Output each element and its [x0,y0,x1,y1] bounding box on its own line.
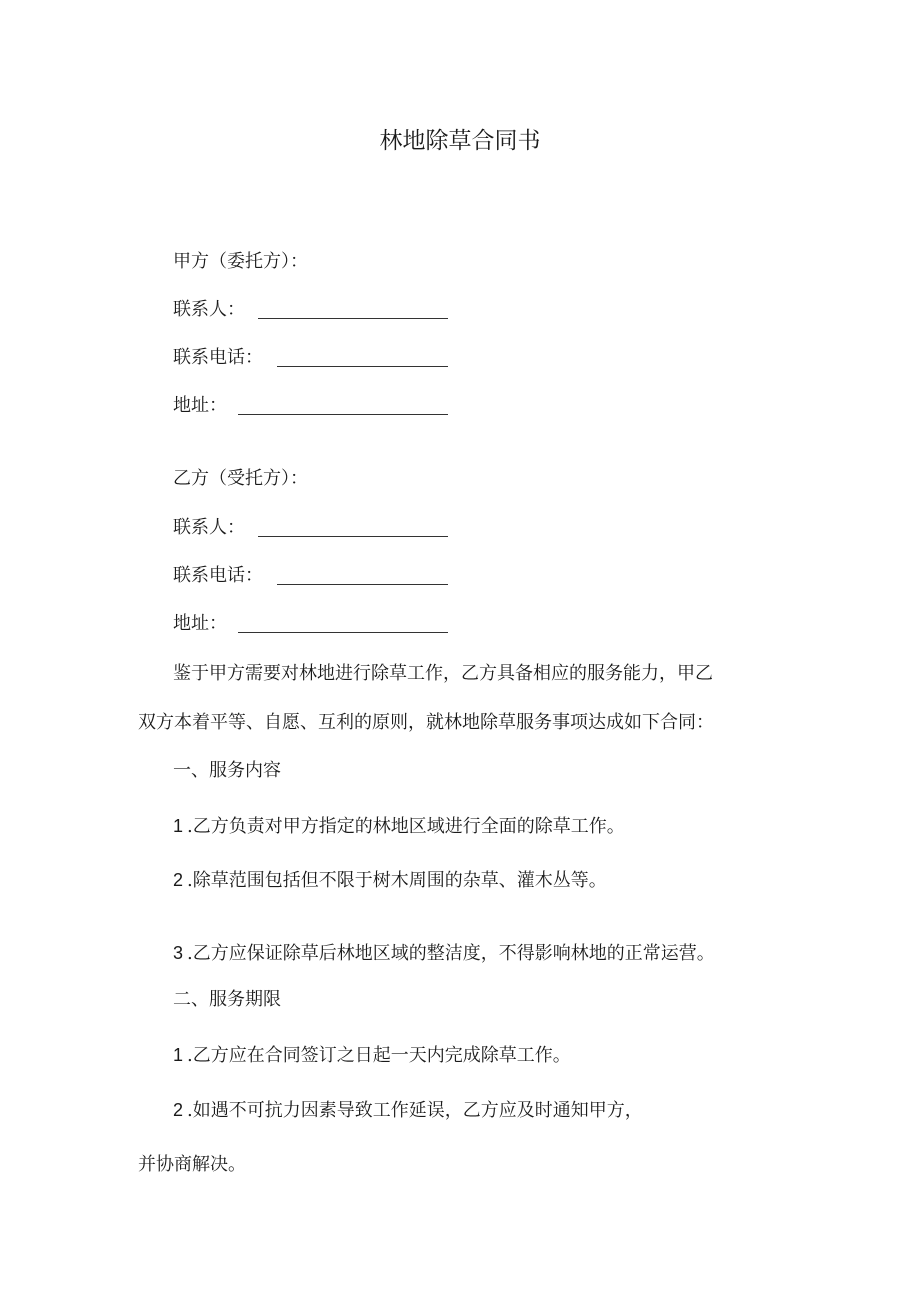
preamble-line-1: 鉴于甲方需要对林地进行除草工作，乙方具备相应的服务能力，甲乙 [173,663,713,684]
party-b-address-blank[interactable] [238,632,448,633]
section-1-heading: 一、服务内容 [173,760,281,781]
party-a-heading: 甲方（委托方）： [173,251,308,272]
party-b-contact-blank[interactable] [258,536,448,537]
party-a-contact-label: 联系人： [173,299,245,320]
section-1-item-2 [173,867,607,894]
item-text: .乙方应在合同签订之日起一天内完成除草工作。 [187,1045,571,1066]
section-2-heading: 二、服务期限 [173,989,281,1010]
party-a-phone-label: 联系电话： [173,347,263,368]
item-text: .乙方负责对甲方指定的林地区域进行全面的除草工作。 [187,816,625,837]
section-2-item-2 [173,1097,643,1124]
document-title: 林地除草合同书 [379,128,541,154]
item-number: 2 [173,1100,184,1120]
item-number: 1 [173,816,184,836]
item-number: 3 [173,943,184,963]
section-2-continuation: 并协商解决。 [138,1154,246,1175]
party-b-contact-label: 联系人： [173,517,245,538]
item-number: 1 [173,1045,184,1065]
party-a-address-label: 地址： [173,395,227,416]
party-b-heading: 乙方（受托方）： [173,468,308,489]
item-text: .如遇不可抗力因素导致工作延误，乙方应及时通知甲方， [187,1100,643,1121]
item-number: 2 [173,870,184,890]
party-a-phone-blank[interactable] [277,366,448,367]
section-2-item-1 [173,1042,571,1069]
party-a-address-blank[interactable] [238,414,448,415]
party-b-phone-label: 联系电话： [173,565,263,586]
preamble-line-2: 双方本着平等、自愿、互利的原则，就林地除草服务事项达成如下合同： [138,712,714,733]
section-1-item-1 [173,813,625,840]
party-b-address-label: 地址： [173,613,227,634]
item-text: .乙方应保证除草后林地区域的整洁度，不得影响林地的正常运营。 [187,943,715,964]
section-1-item-3 [173,940,715,967]
party-a-contact-blank[interactable] [258,318,448,319]
item-text: .除草范围包括但不限于树木周围的杂草、灌木丛等。 [187,870,607,891]
party-b-phone-blank[interactable] [277,584,448,585]
